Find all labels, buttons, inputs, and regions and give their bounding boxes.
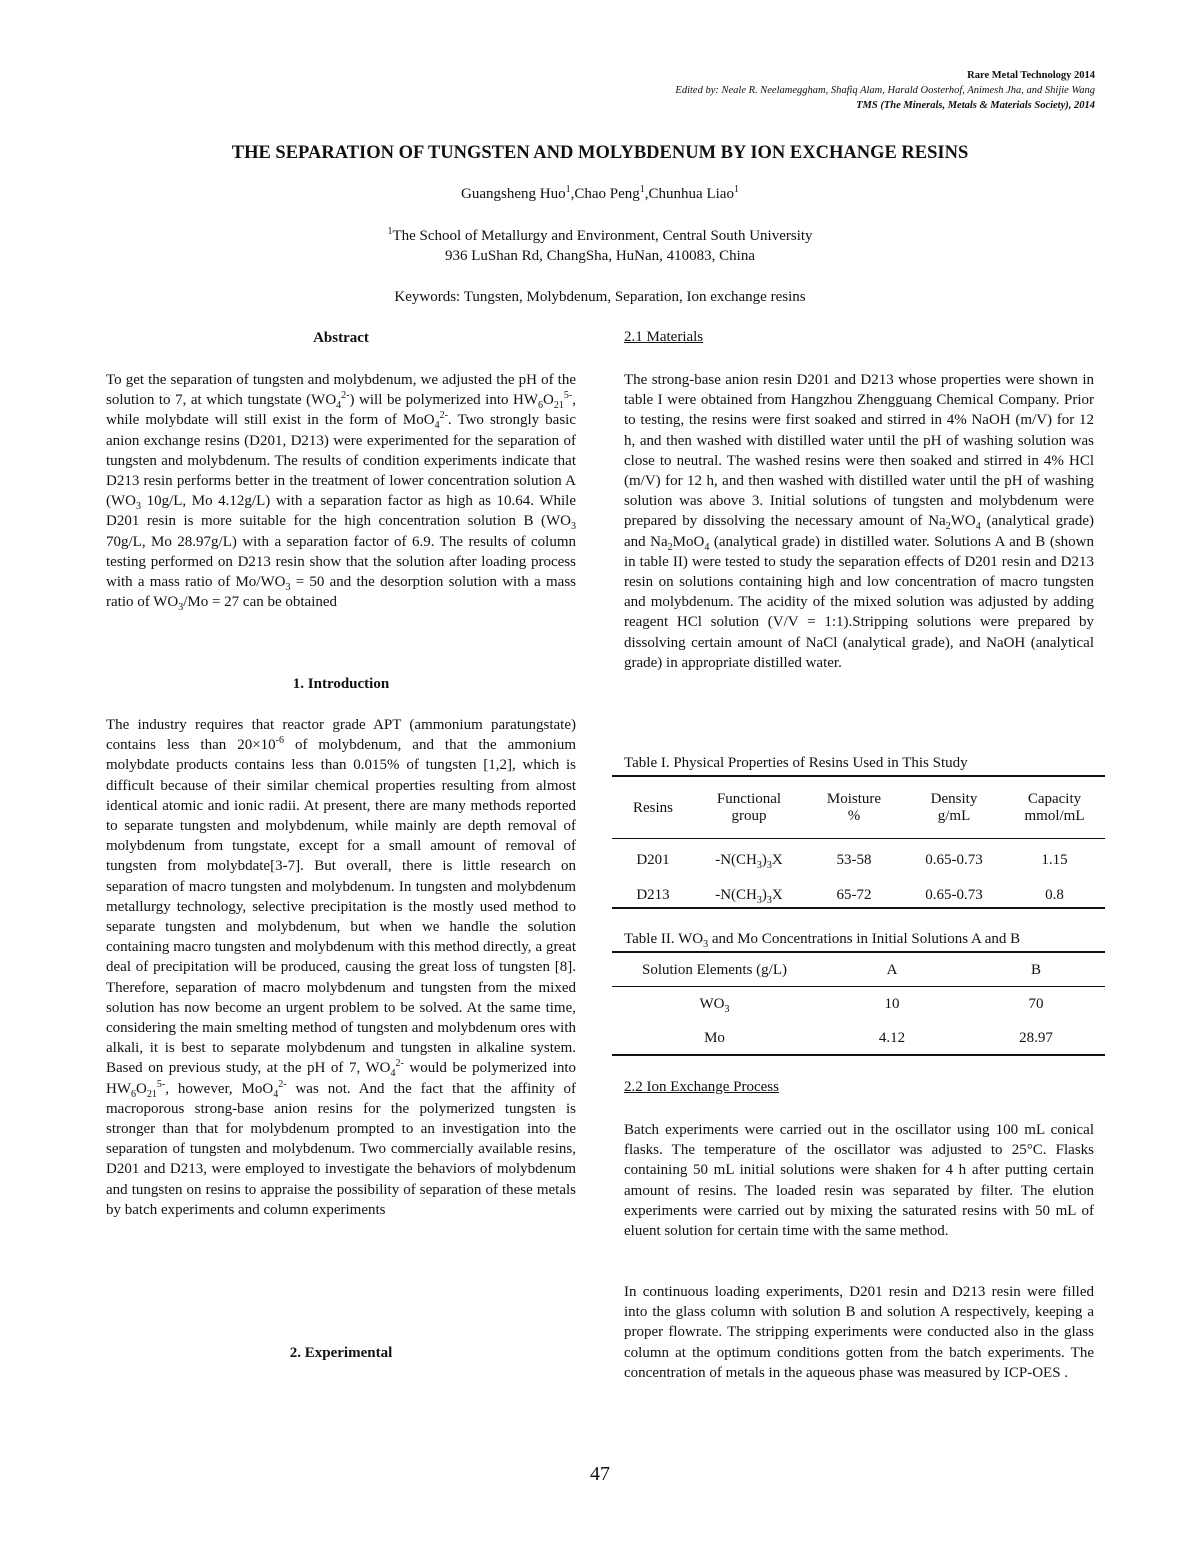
table1-caption: Table I. Physical Properties of Resins Used in This Study	[624, 755, 968, 771]
proceedings-title: Rare Metal Technology 2014	[967, 70, 1095, 81]
author-name: Chunhua Liao	[648, 186, 734, 202]
editors-line: Edited by: Neale R. Neelameggham, Shafiq Alam, Harald Oosterhof, Animesh Jha, and Shijie Wang	[675, 85, 1095, 96]
paper-title: THE SEPARATION OF TUNGSTEN AND MOLYBDENUM BY ION EXCHANGE RESINS	[231, 143, 969, 163]
author-sup: 1	[565, 184, 571, 195]
table2-header-cell: A	[886, 962, 898, 978]
table-row	[612, 850, 1105, 871]
table-cell: $WO_3$	[699, 996, 730, 1015]
abstract-heading: Abstract	[313, 330, 369, 346]
table1-header-cell: Resins	[632, 799, 673, 816]
table-cell: 1.15	[1041, 852, 1068, 868]
keywords: Keywords: Tungsten, Molybdenum, Separation, Ion exchange resins	[394, 289, 806, 305]
table2-top-rule	[612, 951, 1105, 953]
table2-body	[612, 994, 1105, 1049]
table-cell: Mo	[704, 1030, 725, 1046]
table2-header-cell: Solution Elements (g/L)	[642, 962, 787, 978]
ion-exchange-heading: 2.2 Ion Exchange Process	[624, 1079, 779, 1095]
table1-header-cell: Moisture %	[826, 791, 882, 824]
table-cell: 0.65-0.73	[925, 852, 983, 868]
author-name: Guangsheng Huo	[461, 186, 566, 202]
table-cell: 53-58	[836, 852, 872, 868]
table-cell: 10	[884, 996, 900, 1012]
table1-body	[612, 850, 1105, 906]
table2-mid-rule	[612, 986, 1105, 987]
table-cell: $-N(CH_3)_3X$	[715, 852, 783, 871]
introduction-heading: 1. Introduction	[292, 676, 390, 692]
table1-header-cell: Capacity mmol/mL	[1024, 791, 1085, 824]
table1-header	[612, 786, 1105, 830]
experimental-heading: 2. Experimental	[289, 1345, 393, 1361]
page-number: 47	[590, 1463, 610, 1485]
ion-exchange-body-2: In continuous loading experiments, D201 resin and D213 resin were filled into the glass column with solution B and solution A respectively, keeping a proper flowrate. The stripping experiments were conducted also in the glass column at the optimum conditions gotten from the batch experiments. The concentration of metals in the aqueous phase was measured by ICP-OES .	[624, 1284, 1094, 1381]
abstract-body: To get the separation of tungsten and molybdenum, we adjusted the pH of the solution to 7, at which tungstate $(WO_4^{2-})$ will be polymerized into $HW_6O_{21}^{5-}$, while molybdate will still exist in the form of MoO$_4^{2-}$. Two strongly basic anion exchange resins (D201, D213) were experimented for the separation of tungsten and molybdenum. The results of condition experiments indicate that D213 resin performs better in the treatment of lower concentration solution A ($WO_3$ 10g/L, Mo 4.12g/L) with a separation factor as high as 10.64. While D201 resin is more suitable for the high concentration solution B ($WO_3$ 70g/L, Mo 28.97g/L) with a separation factor of 6.9. The results of column testing performed on D213 resin show that the solution after loading process with a mass ratio of $Mo/WO_3 = 50$ and the desorption solution with a mass ratio of $WO_3/Mo = 27$ can be obtained	[106, 372, 576, 614]
table-cell: 0.65-0.73	[925, 887, 983, 903]
table-cell: 0.8	[1045, 887, 1064, 903]
author-sup: 1	[639, 184, 645, 195]
table-cell: 4.12	[878, 1030, 906, 1046]
table2-header	[612, 960, 1105, 981]
introduction-body: The industry requires that reactor grade APT (ammonium paratungstate) contains less than $20\times 10^{-6}$ of molybdenum, and that the ammonium molybdate products contains less than 0.015% of tungsten [1,2], which is difficult because of their similar chemical properties resulting from almost identical atomic and ionic radii. At present, there are many methods reported to separate tungsten and molybdenum, while mainly are depth removal of molybdenum from tungstate, except for a small amount of removal of tungsten from molybdate[3-7]. But overall, there is little research on separation of macro tungsten and molybdenum. In tungsten and molybdenum metallurgy technology, selective precipitation is the mostly used method to separate tungsten and molybdenum, but when we handle the solution containing macro tungsten and molybdenum with this method directly, a great deal of precipitation will be produced, causing the great loss of tungsten [8]. Therefore, separation of macro molybdenum and tungsten from the mixed solution has now become an urgent problem to be solved. At the same time, considering the main smelting method of tungsten and molybdenum ores with alkali, it is best to separate molybdenum and tungsten in alkaline system. Based on previous study, at the pH of 7, $WO_4^{2-}$ would be polymerized into $HW_6O_{21}^{5-}$, however, MoO$_4^{2-}$ was not. And the fact that the affinity of macroporous strong-base anion resins for the polymerized tungsten is stronger than that for molybdenum prompted to an investigation into the separation of tungsten and molybdenum. Two commercially available resins, D201 and D213, were employed to investigate the behaviors of molybdenum and tungsten on resins to appraise the possibility of separation of these metals by batch experiments and column experiments	[106, 717, 577, 1218]
materials-heading: 2.1 Materials	[624, 329, 704, 345]
materials-body: The strong-base anion resin D201 and D213 whose properties were shown in table I were obtained from Hangzhou Zhengguang Chemical Company. Prior to testing, the resins were first soaked and stirred in 4% NaOH (m/V) for 12 h, and then washed with distilled water until the pH of washing solution was close to neutral. The washed resins were then soaked and stirred in 4% HCl (m/V) for 12 h, and then washed with distilled water until the pH of washing solution was above 3. Initial solutions of tungsten and molybdenum were prepared by dissolving the necessary amount of $Na_2WO_4$ (analytical grade) and $Na_2MoO_4$ (analytical grade) in distilled water. Solutions A and B (shown in table II) were tested to study the separation effects of D201 resin and D213 resin on solutions containing high and low concentration of macro tungsten and molybdenum. The acidity of the mixed solution was adjusted by adding reagent HCl solution (V/V = 1:1).Stripping solutions were prepared by dissolving certain amount of NaCl (analytical grade), and NaOH (analytical grade) in appropriate distilled water.	[624, 372, 1094, 671]
table-cell: $-N(CH_3)_3X$	[715, 887, 783, 906]
author-sep: ,	[644, 186, 649, 202]
affiliation-text: The School of Metallurgy and Environment, Central South University	[392, 228, 813, 244]
affiliation-sup: 1	[387, 226, 393, 237]
table2-caption: Table II. $WO_3$ and Mo Concentrations in Initial Solutions A and B	[624, 931, 1021, 950]
affiliation-line1	[0, 228, 1200, 245]
table-cell: 65-72	[836, 887, 872, 903]
author-name: Chao Peng	[574, 186, 640, 202]
table-cell: 28.97	[1019, 1030, 1053, 1046]
table1-mid-rule	[612, 838, 1105, 839]
table1-top-rule	[612, 775, 1105, 777]
table-cell: D201	[636, 852, 670, 868]
table1-header-cell: Functional group	[716, 791, 782, 824]
affiliation-line2: 936 LuShan Rd, ChangSha, HuNan, 410083, China	[445, 248, 755, 264]
ion-exchange-body-1: Batch experiments were carried out in the oscillator using 100 mL conical flasks. The temperature of the oscillator was adjusted to 25°C. Flasks containing 50 mL initial solutions were shaken for 4 h after putting certain amount of resins. The loaded resin was separated by filter. The elution experiments were carried out by mixing the saturated resins with 50 mL of eluent solution for certain time with the same method.	[624, 1122, 1094, 1240]
table1-bottom-rule	[612, 907, 1105, 909]
table-cell: 70	[1028, 996, 1044, 1012]
author-sep: ,	[570, 186, 575, 202]
author-sup: 1	[733, 184, 739, 195]
table2-bottom-rule	[612, 1054, 1105, 1056]
table-row	[612, 994, 1105, 1015]
table2-header-cell: B	[1030, 962, 1041, 978]
publisher-line: TMS (The Minerals, Metals & Materials Society), 2014	[856, 100, 1095, 111]
table1-header-cell: Density g/mL	[930, 791, 978, 824]
table-row	[612, 1028, 1105, 1049]
table-cell: D213	[636, 887, 670, 903]
author-list	[0, 186, 1200, 203]
table-row	[612, 885, 1105, 906]
